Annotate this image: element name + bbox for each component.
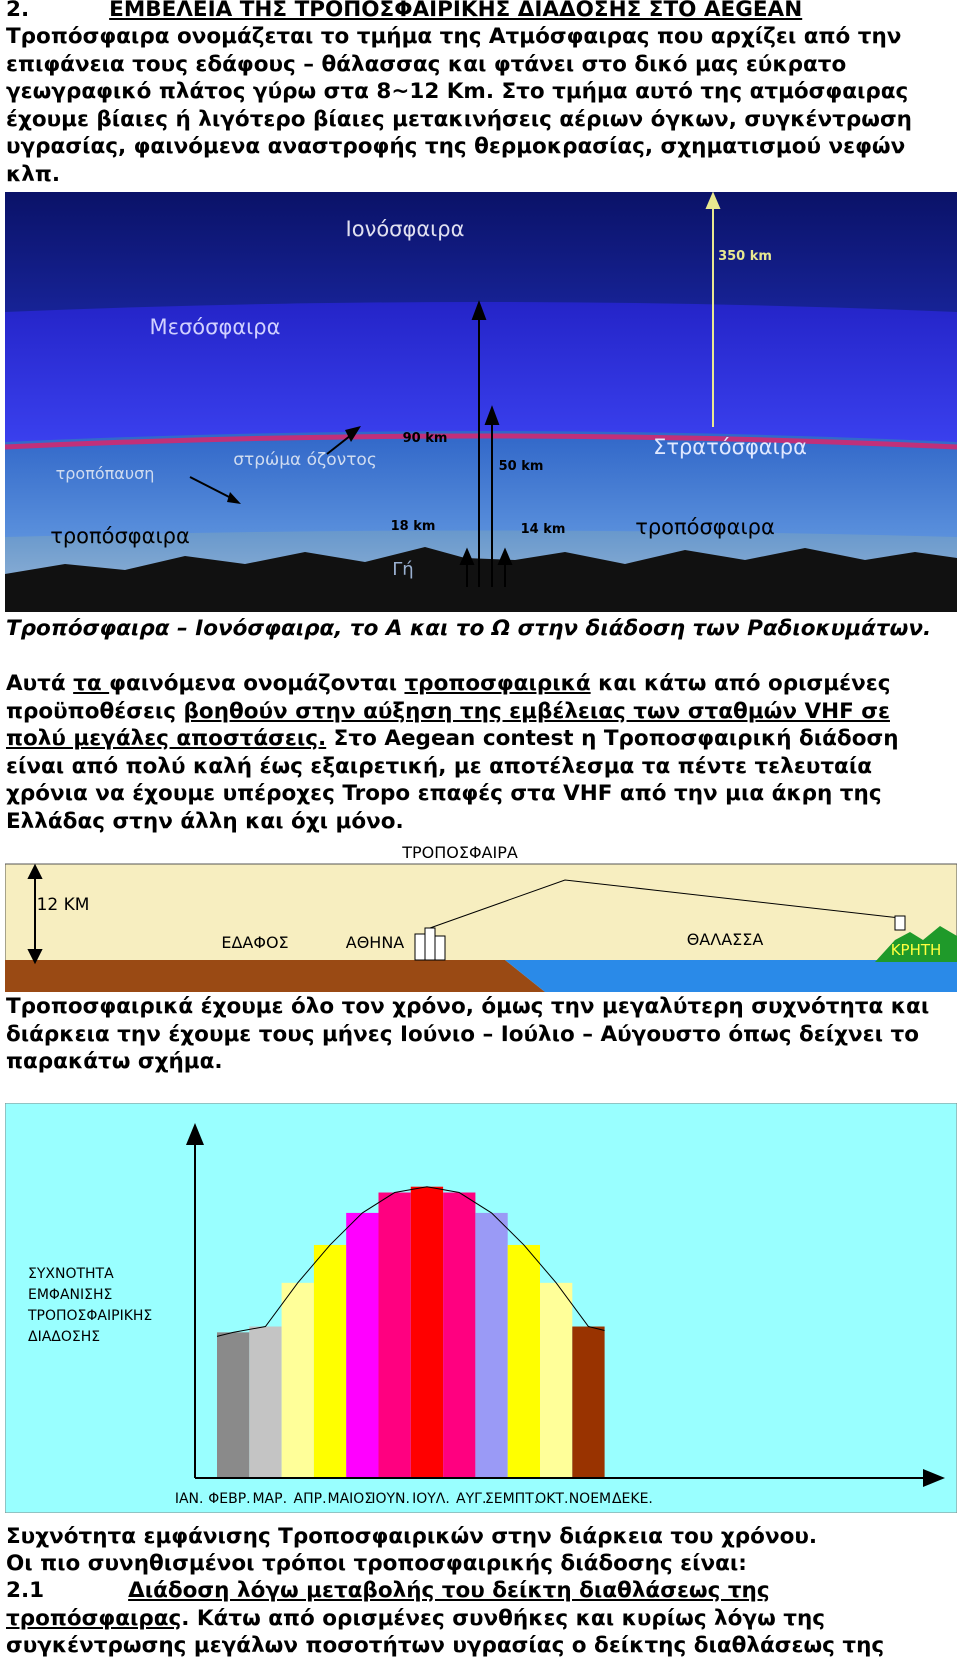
bar-3 bbox=[282, 1283, 314, 1478]
troposphere-left-label: τροπόσφαιρα bbox=[50, 524, 190, 548]
troposphere-right-label: τροπόσφαιρα bbox=[635, 515, 775, 539]
bar-9 bbox=[475, 1213, 507, 1478]
bar-8 bbox=[443, 1193, 475, 1478]
height-350-label: 350 km bbox=[718, 249, 772, 264]
island-label: ΚΡΗΤΗ bbox=[890, 941, 942, 959]
x-tick-label: ΑΥΓ. bbox=[456, 1491, 487, 1507]
mesosphere-band bbox=[5, 302, 957, 442]
stratosphere-band bbox=[5, 431, 957, 537]
tropopause-label: τροπόπαυση bbox=[55, 464, 155, 483]
para2-part1: Αυτά bbox=[6, 671, 74, 696]
paragraph-4: Οι πιο συνηθισμένοι τρόποι τροποσφαιρικής διάδοσης είναι: bbox=[6, 1551, 747, 1576]
para2-part2: φαινόμενα ονομάζονται bbox=[109, 671, 405, 696]
figure3-caption: Συχνότητα εμφάνισης Τροποσφαιρικών στην διάρκεια του χρόνου. bbox=[6, 1524, 818, 1549]
bar-2 bbox=[249, 1327, 281, 1478]
y-label-line: ΕΜΦΑΝΙΣΗΣ bbox=[28, 1287, 113, 1303]
city-label: ΑΘΗΝΑ bbox=[345, 933, 405, 952]
x-tick-label: ΜΑΙΟΣ bbox=[327, 1491, 374, 1507]
x-tick-label: ΝΟΕΜ. bbox=[568, 1491, 616, 1507]
ground-label: ΕΔΑΦΟΣ bbox=[221, 933, 289, 952]
stratosphere-label: Στρατόσφαιρα bbox=[653, 435, 807, 459]
paragraph-2 bbox=[6, 670, 954, 835]
x-tick-label: ΙΟΥΝ. bbox=[371, 1491, 410, 1507]
x-tick-label: ΙΟΥΛ. bbox=[412, 1491, 450, 1507]
x-tick-label: ΔΕΚΕ. bbox=[611, 1491, 653, 1507]
land bbox=[5, 960, 545, 992]
bar-5 bbox=[346, 1213, 378, 1478]
troposphere-figure bbox=[5, 840, 957, 992]
bar-4 bbox=[314, 1245, 346, 1478]
bar-11 bbox=[540, 1283, 572, 1478]
bar-12 bbox=[572, 1327, 604, 1478]
x-tick-label: ΑΠΡ. bbox=[293, 1491, 327, 1507]
para2-underline2: τροποσφαιρικά bbox=[404, 671, 591, 696]
frequency-chart bbox=[5, 1103, 957, 1513]
x-tick-labels bbox=[175, 1491, 653, 1507]
height-50-label: 50 km bbox=[498, 459, 544, 474]
x-tick-label: ΣΕΜΠΤ. bbox=[484, 1491, 539, 1507]
ionosphere-label: Ιονόσφαιρα bbox=[345, 217, 465, 241]
para2-part4: Στο Aegean contest η Τροποσφαιρική διάδοση είναι από πολύ καλή έως εξαιρετική, με αποτέλεσμα τα πέντε τελευταία χρόνια να έχουμε υπέροχες Tropo επαφές στα VHF από την μια άκρη της Ελλάδας στην άλλη και όχι μόνο. bbox=[6, 726, 899, 834]
figure1-caption: Τροπόσφαιρα – Ιονόσφαιρα, το Α και το Ω στην διάδοση των Ραδιοκυμάτων. bbox=[6, 616, 932, 641]
sea-label: ΘΑΛΑΣΣΑ bbox=[686, 930, 764, 949]
x-tick-label: ΜΑΡ. bbox=[252, 1491, 288, 1507]
mesosphere-label: Μεσόσφαιρα bbox=[149, 315, 281, 339]
bar-7 bbox=[411, 1187, 443, 1478]
intro-paragraph: Τροπόσφαιρα ονομάζεται το τμήμα της Ατμόσφαιρας που αρχίζει από την επιφάνεια τους εδάφους – θάλασσας και φτάνει στο δικό μας εύκρατο γεωγραφικό πλάτος γύρω στα 8~12 Km. Στο τμήμα αυτό της ατμόσφαιρας έχουμε βίαιες ή λιγότερο βίαιες μετακινήσεις αέριων όγκων, συγκέντρωση υγρασίας, φαινόμενα αναστροφής της θερμοκρασίας, σχηματισμού νεφών κλπ. bbox=[6, 24, 912, 187]
atmosphere-figure bbox=[5, 192, 957, 612]
island-station bbox=[895, 916, 905, 930]
height-14-label: 14 km bbox=[520, 522, 566, 537]
bar-1 bbox=[217, 1332, 249, 1478]
section-heading bbox=[6, 0, 954, 24]
para2-part3: και κάτω από ορισμένες προϋποθέσεις bbox=[6, 671, 891, 724]
height-18-label: 18 km bbox=[390, 519, 436, 534]
subsection-2-1 bbox=[6, 1577, 954, 1660]
para2-underline3: βοηθούν στην αύξηση της εμβέλειας των σταθμών VHF σε πολύ μεγάλες αποστάσεις. bbox=[6, 698, 890, 751]
sea bbox=[505, 960, 957, 992]
y-label-line: ΔΙΑΔΟΣΗΣ bbox=[28, 1329, 101, 1345]
section-title: ΕΜΒΕΛΕΙΑ ΤΗΣ ΤΡΟΠΟΣΦΑΙΡΙΚΗΣ ΔΙΑΔΟΣΗΣ ΣΤΟ AEGEAN bbox=[109, 0, 803, 22]
y-label-line: ΤΡΟΠΟΣΦΑΙΡΙΚΗΣ bbox=[28, 1308, 153, 1324]
section-number: 2. bbox=[6, 0, 30, 22]
subsection-title: Διάδοση λόγω μεταβολής του δείκτη διαθλάσεως της τροπόσφαιρας bbox=[6, 1578, 770, 1631]
bar-6 bbox=[379, 1193, 411, 1478]
x-tick-label: ΙΑΝ. bbox=[174, 1491, 204, 1507]
y-label-line: ΣΥΧΝΟΤΗΤΑ bbox=[28, 1266, 114, 1282]
ozone-label: στρώμα όζοντος bbox=[233, 450, 377, 470]
tropo-title: ΤΡΟΠΟΣΦΑΙΡΑ bbox=[402, 843, 518, 862]
bar-10 bbox=[508, 1245, 540, 1478]
para2-underline1: τα bbox=[73, 671, 110, 696]
x-tick-label: ΦΕΒΡ. bbox=[208, 1491, 251, 1507]
x-tick-label: ΟΚΤ. bbox=[535, 1491, 569, 1507]
subsection-number: 2.1 bbox=[6, 1578, 45, 1603]
paragraph-3: Τροποσφαιρικά έχουμε όλο τον χρόνο, όμως την μεγαλύτερη συχνότητα και διάρκεια την έχουμε τους μήνες Ιούνιο – Ιούλιο – Αύγουστο όπως δείχνει το παρακάτω σχήμα. bbox=[6, 994, 930, 1074]
height-label: 12 KM bbox=[36, 895, 90, 915]
subsection-text: . Κάτω από ορισμένες συνθήκες και κυρίως λόγω της συγκέντρωσης μεγάλων ποσοτήτων υγρασίας ο δείκτης διαθλάσεως της bbox=[6, 1605, 885, 1658]
earth-label: Γή bbox=[392, 559, 414, 580]
height-90-label: 90 km bbox=[402, 431, 448, 446]
